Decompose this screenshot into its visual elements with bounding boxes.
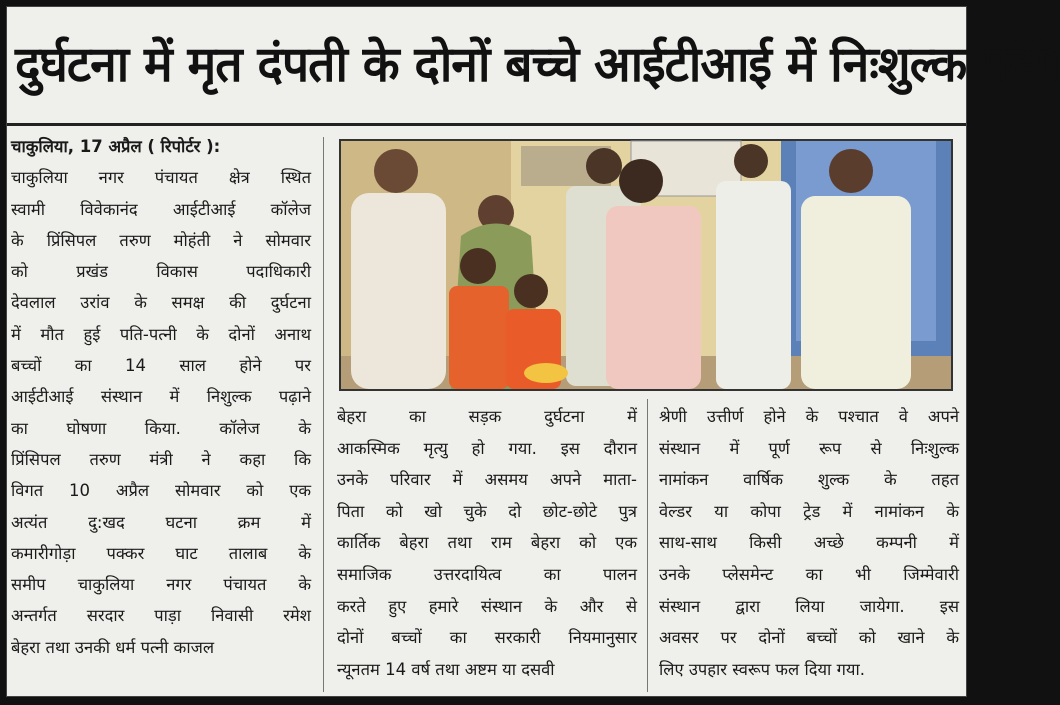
photo-illustration <box>341 141 951 389</box>
text-line: अन्तर्गत सरदार पाड़ा निवासी रमेश <box>11 606 311 626</box>
text-line: को प्रखंड विकास पदाधिकारी <box>11 262 311 282</box>
text-line: समीप चाकुलिया नगर पंचायत के <box>11 575 311 595</box>
text-line: आईटीआई संस्थान में निशुल्क पढ़ाने <box>11 387 311 407</box>
column-divider <box>323 137 324 692</box>
headline-rule <box>7 123 966 126</box>
text-line: उनके प्लेसमेन्ट का भी जिम्मेवारी <box>659 564 959 584</box>
headline: दुर्घटना में मृत दंपती के दोनों बच्चे आईटीआई में निःशुल्क पढ़ेंगे <box>15 36 1060 93</box>
text-line: अवसर पर दोनों बच्चों को खाने के <box>659 628 959 648</box>
text-line: कमारीगोड़ा पक्कर घाट तालाब के <box>11 543 311 563</box>
text-line: में मौत हुई पति-पत्नी के दोनों अनाथ <box>11 324 311 344</box>
text-line: अत्यंत दु:खद घटना क्रम में <box>11 512 311 532</box>
text-line: वेल्डर या कोपा ट्रेड में नामांकन के <box>659 501 959 521</box>
text-line: देवलाल उरांव के समक्ष की दुर्घटना <box>11 293 311 313</box>
column-divider <box>647 399 648 692</box>
text-line: नामांकन वार्षिक शुल्क के तहत <box>659 470 959 490</box>
text-line: दोनों बच्चों का सरकारी नियमानुसार <box>337 628 637 648</box>
text-line: बेहरा तथा उनकी धर्म पत्नी काजल <box>11 637 215 657</box>
text-line: के प्रिंसिपल तरुण मोहंती ने सोमवार <box>11 230 311 250</box>
text-line: प्रिंसिपल तरुण मंत्री ने कहा कि <box>11 449 311 469</box>
text-line: संस्थान में पूर्ण रूप से निःशुल्क <box>659 438 959 458</box>
text-line: स्वामी विवेकानंद आईटीआई कॉलेज <box>11 199 311 219</box>
text-line: बेहरा का सड़क दुर्घटना में <box>337 407 637 426</box>
text-line: लिए उपहार स्वरूप फल दिया गया. <box>659 659 865 679</box>
text-line: का घोषणा किया. कॉलेज के <box>11 418 311 438</box>
text-line: समाजिक उत्तरदायित्व का पालन <box>337 564 637 584</box>
article-column-2 <box>337 401 637 685</box>
text-line: न्यूनतम 14 वर्ष तथा अष्टम या दसवी <box>337 659 555 679</box>
text-line: साथ-साथ किसी अच्छे कम्पनी में <box>659 533 959 553</box>
text-line: पिता को खो चुके दो छोट-छोटे पुत्र <box>337 501 637 521</box>
text-line: विगत 10 अप्रैल सोमवार को एक <box>11 481 311 501</box>
dateline: चाकुलिया, 17 अप्रैल ( रिपोर्टर ): <box>11 137 221 156</box>
text-line: श्रेणी उत्तीर्ण होने के पश्चात वे अपने <box>659 407 959 426</box>
text-line: चाकुलिया नगर पंचायत क्षेत्र स्थित <box>11 168 311 188</box>
article-column-3 <box>659 401 959 685</box>
text-line: कार्तिक बेहरा तथा राम बेहरा को एक <box>337 533 637 553</box>
news-photo <box>339 139 953 391</box>
article-column-1 <box>11 131 311 663</box>
text-line: करते हुए हमारे संस्थान के और से <box>337 596 637 616</box>
text-line: बच्चों का 14 साल होने पर <box>11 356 311 376</box>
text-line: आकस्मिक मृत्यु हो गया. इस दौरान <box>337 438 637 458</box>
newspaper-clipping <box>6 6 1060 697</box>
text-line: उनके परिवार में असमय अपने माता- <box>337 470 637 490</box>
text-line: संस्थान द्वारा लिया जायेगा. इस <box>659 596 959 616</box>
